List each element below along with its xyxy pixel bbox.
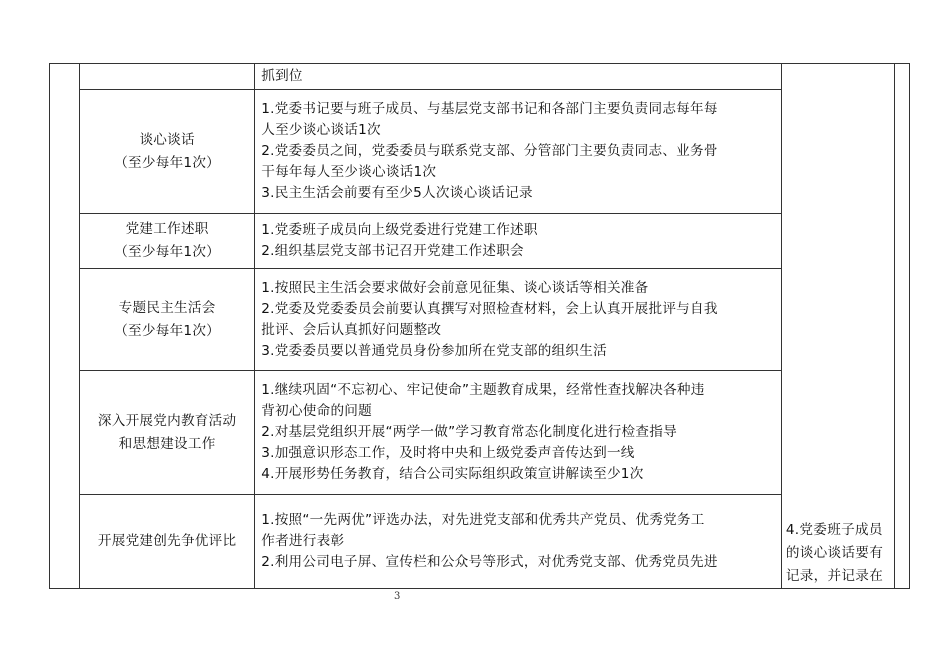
item-title: 开展党建创先争优评比 (97, 533, 237, 549)
margin-cell (894, 64, 909, 589)
content-line: 人至少谈心谈话1次 (261, 122, 381, 138)
remark-cell (781, 64, 894, 589)
content-cell (255, 90, 782, 214)
content-line: 2.组织基层党支部书记召开党建工作述职会 (261, 243, 524, 259)
table-row (50, 269, 910, 371)
content-line: 干每年每人至少谈心谈话1次 (261, 164, 437, 180)
remark-line: 的谈心谈话要有 (785, 545, 884, 561)
content-line: 背初心使命的问题 (261, 403, 372, 419)
item-title: 党建工作述职 (125, 221, 209, 237)
content-line: 批评、会后认真抓好问题整改 (261, 321, 442, 338)
content-line: 1.按照民主生活会要求做好会前意见征集、谈心谈话等相关准备 (261, 279, 649, 296)
content-line: 3.民主生活会前要有至少5人次谈心谈话记录 (261, 185, 533, 201)
table-row (50, 495, 910, 589)
content-line: 作者进行表彰 (261, 533, 345, 549)
content-line: 2.对基层党组织开展“两学一做”学习教育常态化制度化进行检查指导 (261, 424, 677, 440)
content-line: 3.加强意识形态工作，及时将中央和上级党委声音传达到一线 (261, 445, 635, 461)
item-cell (80, 214, 255, 269)
item-cell (80, 90, 255, 214)
content-line: 2.党委及党委委员会前要认真撰写对照检查材料，会上认真开展批评与自我 (261, 300, 718, 317)
table-row (50, 214, 910, 269)
content-line: 1.按照“一先两优”评选办法，对先进党支部和优秀共产党员、优秀党务工 (261, 512, 705, 528)
item-frequency: （至少每年1次） (114, 322, 221, 339)
content-cell (255, 64, 782, 90)
remark-line: 记录，并记录在 (785, 568, 884, 584)
item-frequency: （至少每年1次） (114, 244, 221, 260)
content-line: 3.党委委员要以普通党员身份参加所在党支部的组织生活 (261, 342, 607, 359)
content-line: 1.继续巩固“不忘初心、牢记使命”主题教育成果，经常性查找解决各种违 (261, 382, 705, 398)
content-cell (255, 371, 782, 495)
table-row (50, 371, 910, 495)
content-line: 1.党委书记要与班子成员、与基层党支部书记和各部门主要负责同志每年每 (261, 101, 718, 117)
item-title: 深入开展党内教育活动 (97, 412, 237, 429)
table-row (50, 90, 910, 214)
content-cell (255, 269, 782, 371)
table-row (50, 64, 910, 90)
page-number: 3 (394, 591, 401, 602)
item-cell (80, 371, 255, 495)
item-cell (80, 495, 255, 589)
item-title: 专题民主生活会 (118, 299, 216, 316)
work-plan-table (49, 63, 910, 589)
item-cell (80, 64, 255, 90)
remark-line: 4.党委班子成员 (785, 522, 883, 538)
content-line: 2.利用公司电子屏、宣传栏和公众号等形式，对优秀党支部、优秀党员先进 (261, 554, 718, 570)
content-line: 抓到位 (261, 68, 303, 84)
content-line: 1.党委班子成员向上级党委进行党建工作述职 (261, 222, 538, 238)
item-title: 和思想建设工作 (118, 435, 216, 452)
content-line: 2.党委委员之间，党委委员与联系党支部、分管部门主要负责同志、业务骨 (261, 143, 718, 159)
item-title: 谈心谈话 (139, 131, 195, 148)
content-cell (255, 495, 782, 589)
content-line: 4.开展形势任务教育，结合公司实际组织政策宣讲解读至少1次 (261, 466, 644, 482)
category-cell (50, 64, 80, 589)
item-frequency: （至少每年1次） (114, 154, 221, 171)
content-cell (255, 214, 782, 269)
item-cell (80, 269, 255, 371)
